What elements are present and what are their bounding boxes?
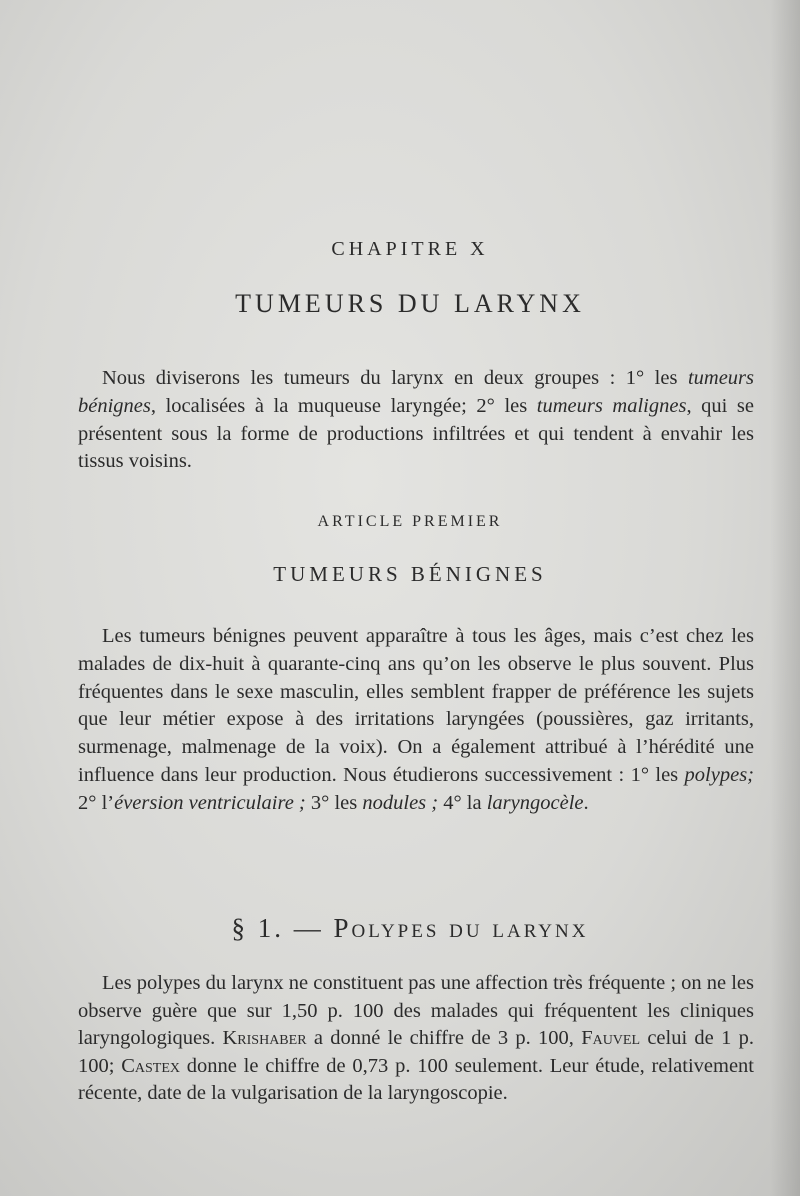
p1-italic-1: polypes;	[684, 763, 754, 786]
intro-italic-1: tumeurs bénignes	[78, 367, 754, 417]
p1-italic-4: laryngocèle	[486, 791, 584, 814]
intro-text-1: Nous diviserons les tumeurs du larynx en deux groupes : 1° les	[102, 367, 688, 389]
intro-text-3: , qui se présentent sous la forme de productions infiltrées et qui tendent à envahir les tissus voisins.	[78, 394, 755, 473]
p2-text-3: celui de 1 p. 100;	[78, 1027, 754, 1077]
intro-text-2: , localisées à la muqueuse laryngée; 2° les	[150, 394, 537, 417]
body-paragraph-1	[78, 623, 754, 818]
intro-italic-2: tumeurs malignes	[536, 394, 687, 417]
subsection-heading	[0, 913, 800, 944]
p1-italic-3: nodules ;	[362, 791, 439, 814]
article-title: TUMEURS BÉNIGNES	[273, 562, 547, 586]
chapter-title: TUMEURS DU LARYNX	[235, 289, 585, 318]
p1-text-2: 2° l’	[78, 791, 115, 814]
p2-text-4: donne le chiffre de 0,73 p. 100 seulement. Leur étude, relativement récente, date de la vulgarisation de la laryngoscopie.	[78, 1054, 754, 1104]
author-name-castex: Castex	[121, 1054, 181, 1077]
p1-text-1: Les tumeurs bénignes peuvent apparaître à tous les âges, mais c’est chez les malades de dix-huit à quarante-cinq ans qu’on les observe le plus souvent. Plus fréquentes dans le sexe masculin, elles semblent frapper de préférence les sujets que leur métier expose à des irritations laryngées (poussières, gaz irritants, surmenage, malmenage de la voix). On a également attribué à l’hérédité une influence dans leur production. Nous étudierons successivement : 1° les	[78, 625, 754, 786]
p1-text-3: 3° les	[305, 791, 363, 814]
p2-text-2: a donné le chiffre de 3 p. 100,	[306, 1027, 582, 1049]
p1-text-4: 4° la	[438, 791, 487, 814]
subsection-title: Polypes du larynx	[333, 913, 589, 943]
p1-italic-2: éversion ventriculaire ;	[114, 791, 306, 814]
intro-paragraph	[78, 365, 754, 476]
author-name-krishaber: Krishaber	[222, 1027, 307, 1049]
body-paragraph-2	[78, 970, 754, 1108]
article-label: ARTICLE PREMIER	[317, 513, 503, 530]
subsection-number: § 1. —	[231, 913, 334, 943]
p1-text-5: .	[583, 791, 589, 814]
chapter-label: CHAPITRE X	[331, 238, 489, 260]
p2-text-1: Les polypes du larynx ne constituent pas une affection très fréquente ; on ne les observe guère que sur 1,50 p. 100 des malades qui fréquentent les cliniques laryngologiques.	[78, 972, 755, 1049]
author-name-fauvel: Fauvel	[581, 1027, 641, 1049]
